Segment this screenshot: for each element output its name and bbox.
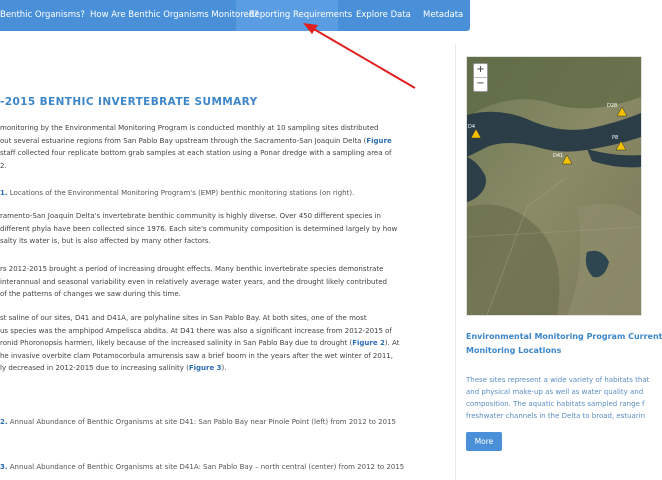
saline-line-3: ronid Phoronopsis harmeri, likely because of the increased salinity in San Pablo Bay due to drought (Figure 2). At [0,339,400,348]
nav-item-how-monitored[interactable]: How Are Benthic Organisms Monitored? [90,10,259,20]
page-heading: -2015 BENTHIC INVERTEBRATE SUMMARY [0,96,258,108]
sidebar-text-line-4: freshwater channels in the Delta to broad, estuarin [466,412,646,420]
community-line-3: salty its water is, but is also affected by many other factors. [0,237,211,246]
figure-2-number: 2. [0,418,8,426]
column-divider [455,44,456,480]
sidebar-title[interactable] [466,330,662,358]
satellite-map-image [467,57,641,315]
figure-3-number: 3. [0,463,8,471]
monitoring-locations-map[interactable] [466,56,642,316]
intro-paragraph [0,122,392,172]
intro-line-2: out several estuarine regions from San Pablo Bay upstream through the Sacramento-San Joaquin Delta (Figure [0,136,392,145]
station-label-d41: D41 [553,153,564,159]
saline-sites-paragraph [0,312,399,375]
sidebar-text-line-1: These sites represent a wide variety of habitats that [466,376,650,384]
nav-item-benthic-organisms[interactable]: Benthic Organisms? [0,10,85,20]
saline-line-2: us species was the amphipod Ampelisca abdita. At D41 there was also a significant increase from 2012-2015 of [0,326,392,335]
figure-2-caption: 2. Annual Abundance of Benthic Organisms at site D41: San Pablo Bay near Pinole Point (left) from 2012 to 2015 [0,418,396,426]
sidebar-description [466,374,649,422]
intro-line-4: 2. [0,161,7,170]
figure-3-link[interactable]: Figure 3 [188,364,222,373]
saline-line-4: he invasive overbite clam Potamocorbula amurensis saw a brief boom in the years after the wet winter of 2011, [0,351,393,360]
community-paragraph [0,210,397,248]
more-button[interactable]: More [466,432,502,451]
station-label-d28: D28 [607,103,618,109]
nav-item-explore-data[interactable]: Explore Data [356,10,411,20]
community-line-2: different phyla have been collected since 1976. Each site's community composition is determined largely by how [0,224,398,233]
intro-line-3: staff collected four replicate bottom grab samples at each station using a Ponar dredge with a sampling area of [0,149,392,158]
map-zoom-control [473,63,488,92]
drought-paragraph [0,263,387,301]
intro-line-1: monitoring by the Environmental Monitoring Program is conducted monthly at 10 sampling sites distributed [0,124,379,132]
zoom-out-button[interactable]: − [476,78,485,89]
figure-1-link[interactable]: Figure [366,136,392,145]
figure-1-number: 1. [0,189,8,197]
nav-item-reporting-requirements[interactable]: Reporting Requirements [249,10,353,20]
community-line-1: ramento-San Joaquin Delta's invertebrate benthic community is highly diverse. Over 450 different species in [0,212,381,220]
drought-line-1: rs 2012-2015 brought a period of increasing drought effects. Many benthic invertebrate species demonstrate [0,265,384,273]
figure-2-link[interactable]: Figure 2 [352,339,385,348]
figure-1-caption: 1. Locations of the Environmental Monitoring Program's (EMP) benthic monitoring stations (on right). [0,189,355,197]
sidebar-text-line-2: and physical make-up as well as water quality and [466,388,644,396]
figure-3-caption: 3. Annual Abundance of Benthic Organisms at site D41A: San Pablo Bay – north central (center) from 2012 to 2015 [0,463,405,471]
sidebar [458,44,662,480]
sidebar-title-line-1: Environmental Monitoring Program Current [466,332,662,341]
saline-line-1: st saline of our sites, D41 and D41A, are polyhaline sites in San Pablo Bay. At both sites, one of the most [0,314,367,322]
drought-line-2: interannual and seasonal variability even in relatively average water years, and the drought likely contributed [0,277,387,286]
nav-item-metadata[interactable]: Metadata [423,10,464,20]
sidebar-text-line-3: composition. The aquatic habitats sampled range f [466,400,645,408]
drought-line-3: of the patterns of changes we saw during this time. [0,290,181,299]
sidebar-title-line-2: Monitoring Locations [466,346,562,355]
saline-line-5: ly decreased in 2012-2015 due to increasing salinity (Figure 3). [0,364,227,373]
zoom-in-button[interactable]: + [474,64,487,78]
station-label-d4: D4 [468,124,476,130]
station-label-p8: P8 [612,135,619,141]
top-nav [0,0,470,31]
